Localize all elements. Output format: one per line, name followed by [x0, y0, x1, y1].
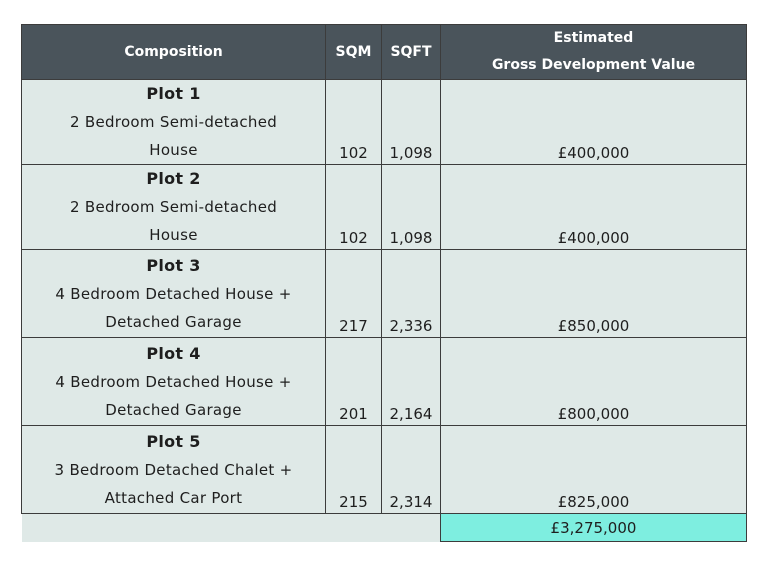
plot-label: Plot 3 [146, 255, 201, 275]
sqft-cell: 2,314 [382, 426, 441, 514]
plot-desc-line2: House [149, 141, 198, 159]
composition-cell [22, 426, 326, 514]
empty-cell [326, 514, 382, 542]
table-row [22, 80, 747, 165]
composition-cell [22, 250, 326, 338]
sqm-cell: 201 [326, 338, 382, 426]
plot-label: Plot 2 [146, 169, 201, 188]
composition-cell [22, 80, 326, 165]
gdv-cell: £850,000 [441, 250, 747, 338]
sqft-cell: 1,098 [382, 80, 441, 165]
gdv-cell: £800,000 [441, 338, 747, 426]
sqm-cell: 102 [326, 80, 382, 165]
plot-desc-line1: 3 Bedroom Detached Chalet + [54, 460, 293, 479]
sqm-cell: 215 [326, 426, 382, 514]
header-gdv [441, 25, 747, 80]
header-sqm: SQM [326, 25, 382, 80]
composition-cell [22, 165, 326, 250]
total-row [22, 514, 747, 542]
table-row [22, 250, 747, 338]
plot-label: Plot 4 [146, 343, 201, 363]
plot-desc-line2: Detached Garage [105, 400, 242, 419]
plot-label: Plot 1 [146, 84, 201, 103]
plot-desc-line1: 2 Bedroom Semi-detached [69, 113, 278, 131]
empty-cell [382, 514, 441, 542]
sqft-cell: 2,336 [382, 250, 441, 338]
empty-cell [22, 514, 326, 542]
sqm-cell: 102 [326, 165, 382, 250]
header-composition: Composition [22, 25, 326, 80]
header-row [22, 25, 747, 80]
table-row [22, 426, 747, 514]
plot-desc-line1: 4 Bedroom Detached House + [55, 284, 292, 303]
header-gdv-line2: Gross Development Value [491, 57, 696, 73]
plot-desc-line2: Detached Garage [105, 312, 242, 331]
gdv-cell: £400,000 [441, 80, 747, 165]
sqm-cell: 217 [326, 250, 382, 338]
plot-desc-line2: Attached Car Port [104, 488, 243, 507]
composition-cell [22, 338, 326, 426]
header-sqft: SQFT [382, 25, 441, 80]
gdv-cell: £825,000 [441, 426, 747, 514]
plot-desc-line2: House [149, 226, 198, 244]
header-gdv-line1: Estimated [553, 30, 634, 46]
plot-desc-line1: 4 Bedroom Detached House + [55, 372, 292, 391]
plot-desc-line1: 2 Bedroom Semi-detached [69, 198, 278, 216]
gdv-cell: £400,000 [441, 165, 747, 250]
table-row [22, 165, 747, 250]
plot-label: Plot 5 [146, 431, 201, 451]
sqft-cell: 1,098 [382, 165, 441, 250]
total-gdv-cell: £3,275,000 [441, 514, 747, 542]
table-row [22, 338, 747, 426]
sqft-cell: 2,164 [382, 338, 441, 426]
development-table [21, 24, 747, 542]
